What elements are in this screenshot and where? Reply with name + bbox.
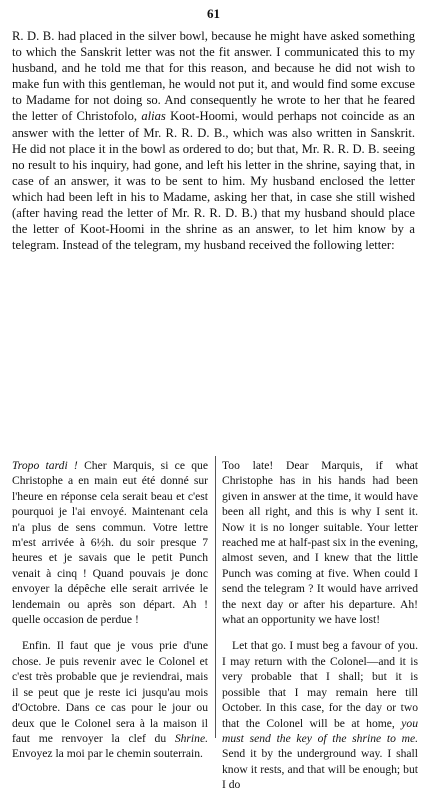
- english-column: [222, 458, 418, 793]
- column-divider: [215, 456, 216, 738]
- english-paragraph-2-text-b: Send it by the underground way. I shall know it rests, and that will be enough; but I do: [222, 747, 418, 792]
- french-paragraph-2-text-a: Enfin. Il faut que je vous prie d'une chose. Je puis revenir avec le Colonel et c'est très probable que je reviendrai, mais il se peut que je reste ici jusqu'au mois d'Octobre. Dans ce cas pour le jour ou deux que le Colonel sera à la maison il faut me renvoyer la clef du: [12, 639, 208, 745]
- english-paragraph-1: [222, 458, 418, 627]
- french-column: [12, 458, 208, 762]
- french-paragraph-1-text: Cher Marquis, si ce que Christophe a en main eut été donné sur l'heure en réponse cela serait beau et c'est pourquoi je l'ai envoyé. Maintenant cela n'a plus de sens commun. Votre lettre m'est arrivée à 6½h. du soir presque 7 heures et je savais que le petit Punch venait à cinq ! Quand pouvais je donc envoyer la dépêche elle serait arrivée le lendemain ou après son départ. Ah ! quelle occasion de perdue !: [12, 459, 208, 627]
- page-number: 61: [207, 6, 220, 21]
- french-paragraph-2: [12, 638, 208, 761]
- alias-italic: alias: [141, 109, 166, 124]
- french-italic-lead: Tropo tardi !: [12, 459, 78, 472]
- french-paragraph-2-text-b: Envoyez la moi par le chemin souterrain.: [12, 747, 203, 761]
- english-paragraph-2-text-a: Let that go. I must beg a favour of you. I may return with the Colonel—and it is very probable that I shall; but it is possible that I may remain here till October. In this case, for the day or two that the Colonel will be at home,: [222, 639, 418, 730]
- english-paragraph-2: [222, 638, 418, 792]
- english-italic-phrase: you must send the key of the shrine to me.: [222, 716, 418, 745]
- french-paragraph-1: [12, 458, 208, 627]
- english-paragraph-1-text: Too late! Dear Marquis, if what Christophe has in his hands had been given in answer at the time, it would have been all right, and this is why I sent it. Now it is no longer suitable. Your letter reached me at half-past six in the evening, almost seven, and I knew that the little Punch was coming at five. When could I send the telegram ? It would have arrived the next day or after his departure. Ah! what an opportunity we have lost!: [222, 459, 418, 627]
- main-paragraph: R. D. B. had placed in the silver bowl, because he might have asked something to which the Sanskrit letter was not the fit answer. I communicated this to my husband, and he told me that for this reason, and because he did not wish to make fun with this gentleman, he would not put it, and would find some excuse to Madame for not doing so. And consequently he wrote to her that he feared the letter of Christofolo, alias Koot-Hoomi, would perhaps not coincide as an answer with the letter of Mr. R. R. D. B., which was also written in Sanskrit. He did not place it in the bowl as ordered to do; but that, Mr. R. R. D. B. seeing no result to his inquiry, had gone, and left his letter in the shrine, saying that, in case of an answer, it was to be sent to him. My husband enclosed the letter which had been left in his to Madame, asking her that, in case she still wished (after having read the letter of Mr. R. R. D. B.) that my husband should place the letter of Koot-Hoomi in the shrine as an answer, to let him know by a telegram. Instead of the telegram, my husband received the following letter:: [12, 29, 415, 253]
- french-italic-shrine: Shrine.: [174, 731, 208, 745]
